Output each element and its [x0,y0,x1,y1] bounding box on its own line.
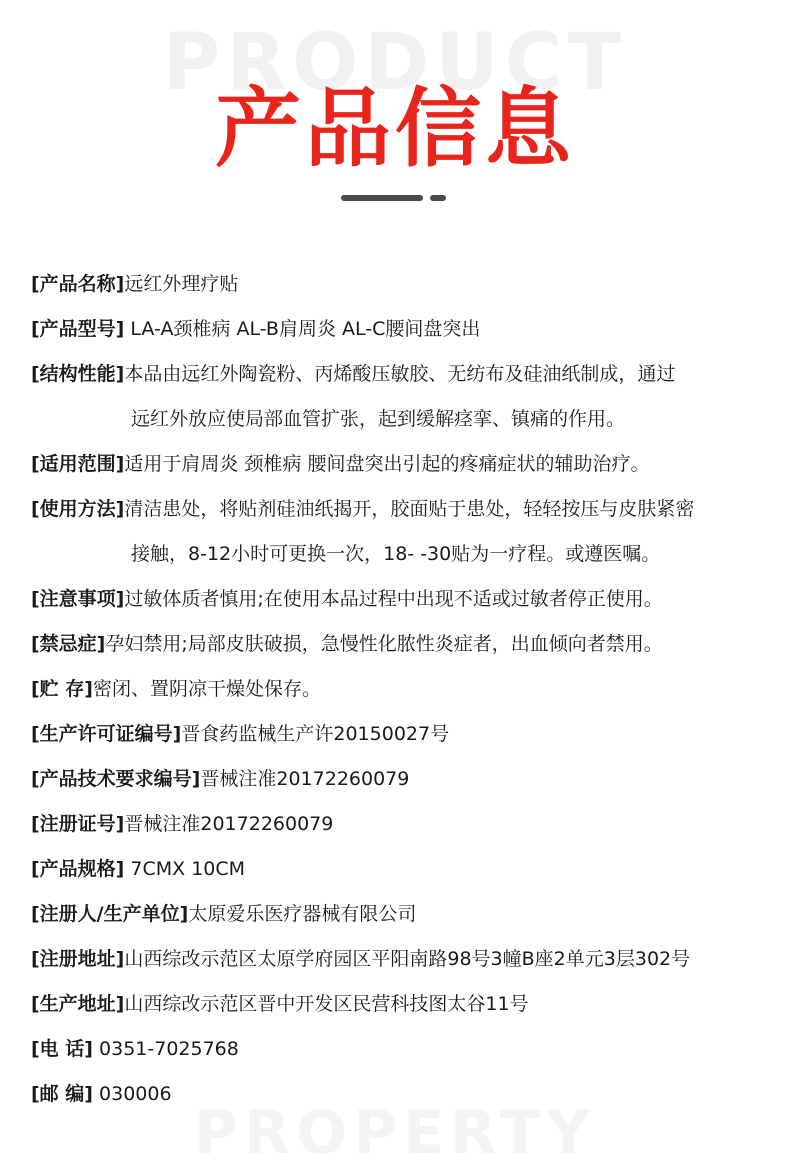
info-value: 7CMX 10CM [124,858,246,880]
info-label: [注册人/生产单位] [31,903,189,925]
page-title: 产品信息 [215,79,575,179]
info-value-continued: 远红外放应使局部血管扩张，起到缓解痉挛、镇痛的作用。 [131,408,626,430]
info-row-product-name [31,262,771,307]
info-value: 晋食药监械生产许20150027号 [181,723,450,745]
info-value: 本品由远红外陶瓷粉、丙烯酸压敏胶、无纺布及硅油纸制成，通过 [124,363,676,385]
info-label: [电 话] [31,1038,93,1060]
info-value: 适用于肩周炎 颈椎病 腰间盘突出引起的疼痛症状的辅助治疗。 [124,453,650,475]
info-row-production-address [31,982,771,1027]
background-property-word: PROPERTY [193,1098,597,1168]
info-label: [结构性能] [31,363,125,385]
info-row-storage [31,667,771,712]
info-row-specification [31,847,771,892]
product-info-list [31,262,771,1117]
info-row-scope [31,442,771,487]
info-value: 山西综改示范区太原学府园区平阳南路98号3幢B座2单元3层302号 [124,948,691,970]
info-row-registration-no [31,802,771,847]
info-row-structure [31,352,771,442]
info-label: [产品型号] [31,318,125,340]
info-label: [产品技术要求编号] [31,768,201,790]
info-row-precautions [31,577,771,622]
info-label: [产品规格] [31,858,125,880]
info-value: 孕妇禁用;局部皮肤破损，急慢性化脓性炎症者，出血倾向者禁用。 [105,633,663,655]
info-label: [产品名称] [31,273,125,295]
info-value: LA-A颈椎病 AL-B肩周炎 AL-C腰间盘突出 [124,318,481,340]
info-row-contraindications [31,622,771,667]
info-label: [邮 编] [31,1083,93,1105]
info-label: [注册地址] [31,948,125,970]
info-value: 远红外理疗贴 [124,273,239,295]
info-value: 密闭、置阴凉干燥处保存。 [92,678,321,700]
info-label: [生产地址] [31,993,125,1015]
info-label: [生产许可证编号] [31,723,182,745]
info-value: 太原爱乐医疗器械有限公司 [188,903,417,925]
info-row-registered-address [31,937,771,982]
info-label: [使用方法] [31,498,125,520]
info-value: 0351-7025768 [92,1038,239,1060]
title-divider-short [430,195,446,201]
info-value: 清洁患处，将贴剂硅油纸揭开，胶面贴于患处，轻轻按压与皮肤紧密 [124,498,695,520]
info-value: 山西综改示范区晋中开发区民营科技图太谷11号 [124,993,529,1015]
info-label: [注册证号] [31,813,125,835]
info-row-phone [31,1027,771,1072]
info-value: 030006 [92,1083,172,1105]
info-row-model [31,307,771,352]
info-value: 晋械注准20172260079 [200,768,410,790]
info-label: [禁忌症] [31,633,106,655]
info-row-tech-requirement [31,757,771,802]
info-row-license [31,712,771,757]
info-label: [注意事项] [31,588,125,610]
info-label: [适用范围] [31,453,125,475]
background-product-word: PRODUCT [162,18,628,108]
info-row-manufacturer [31,892,771,937]
info-value: 晋械注准20172260079 [124,813,334,835]
info-value: 过敏体质者慎用;在使用本品过程中出现不适或过敏者停正使用。 [124,588,663,610]
title-divider-long [341,195,423,201]
info-label: [贮 存] [31,678,93,700]
info-row-usage [31,487,771,577]
info-value-continued: 接触，8-12小时可更换一次，18- -30贴为一疗程。或遵医嘱。 [131,543,661,565]
